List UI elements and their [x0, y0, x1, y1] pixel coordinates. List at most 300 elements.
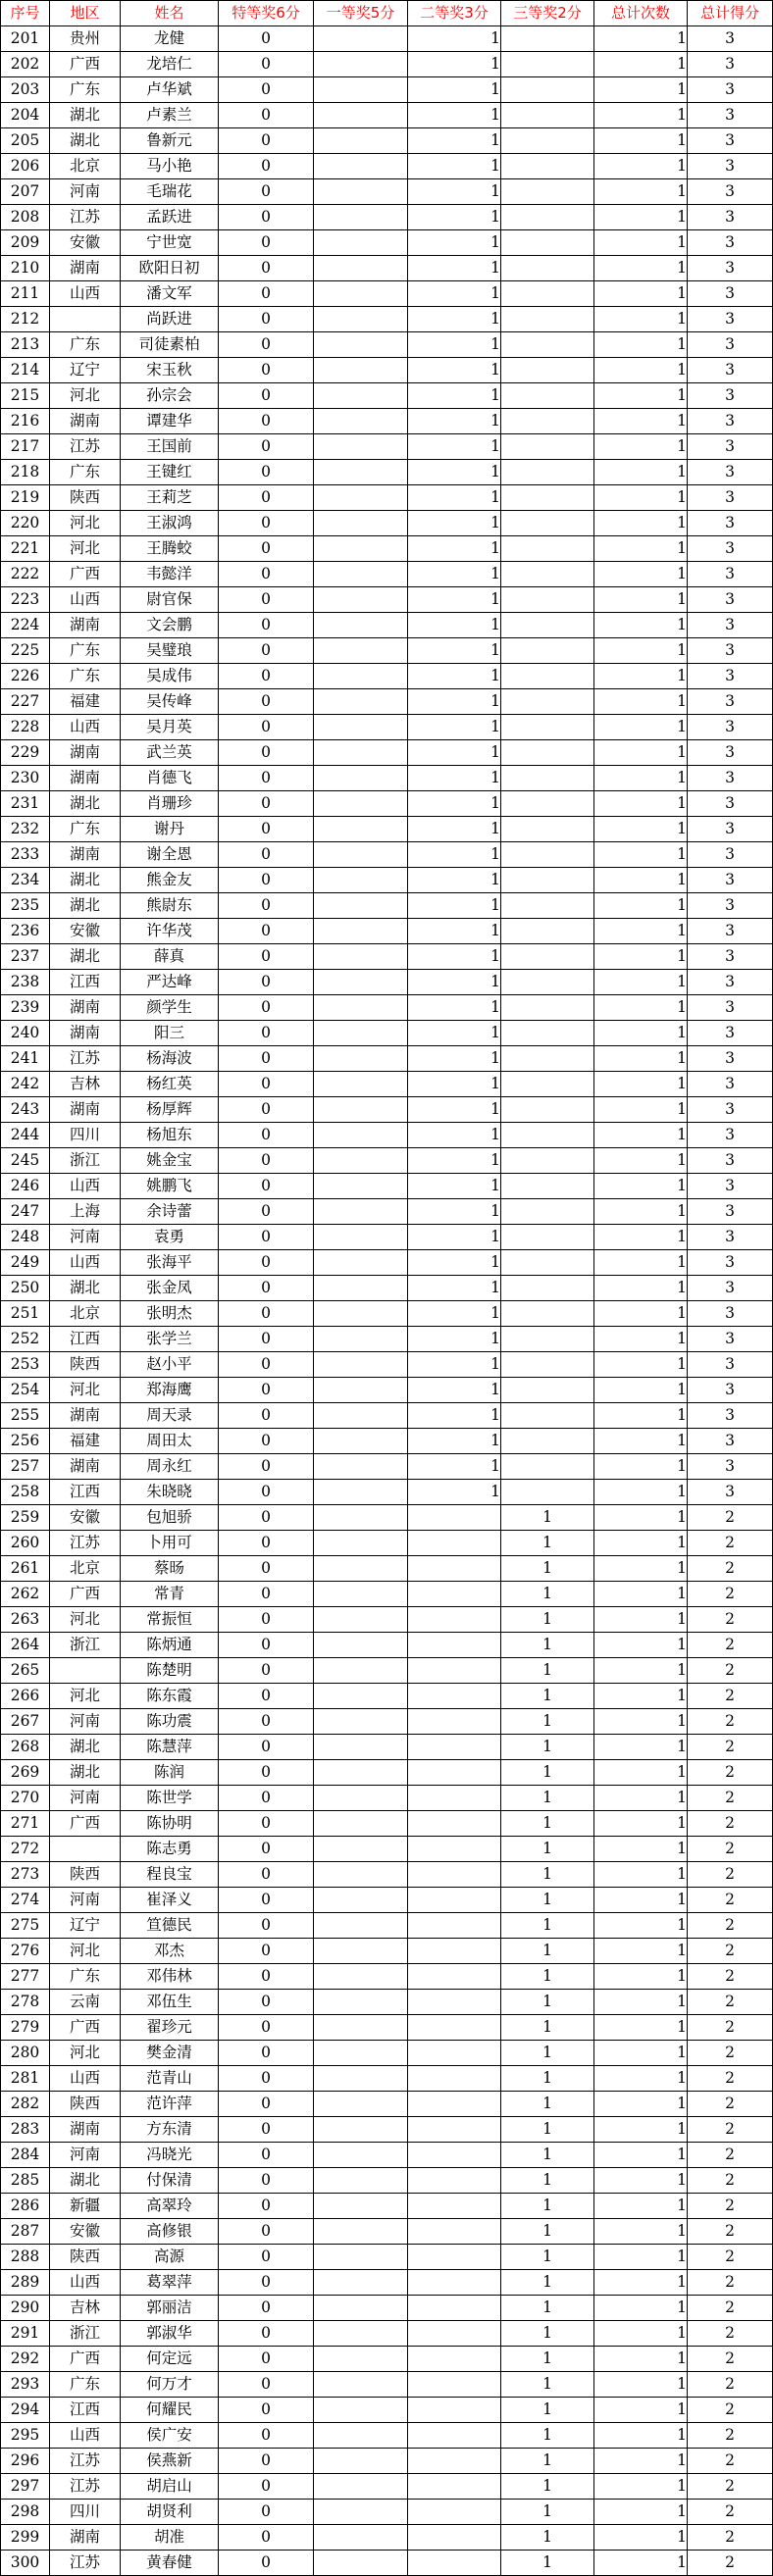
total-count-cell: 1	[594, 664, 688, 689]
seq-cell: 265	[1, 1658, 50, 1684]
second-prize-cell: 1	[408, 562, 501, 587]
second-prize-cell: 1	[408, 842, 501, 868]
second-prize-cell: 1	[408, 1327, 501, 1352]
table-row	[1, 1556, 773, 1582]
second-prize-cell: 1	[408, 1352, 501, 1378]
region-cell: 浙江	[50, 1633, 121, 1658]
total-score-cell: 3	[688, 1403, 773, 1429]
first-prize-cell	[314, 1403, 408, 1429]
region-cell: 云南	[50, 1990, 121, 2015]
second-prize-cell: 1	[408, 766, 501, 791]
region-cell: 山西	[50, 1174, 121, 1199]
region-cell: 陕西	[50, 2245, 121, 2270]
first-prize-cell	[314, 970, 408, 995]
region-cell	[50, 1658, 121, 1684]
name-cell: 邓伍生	[121, 1990, 219, 2015]
special-prize-cell: 0	[219, 26, 314, 52]
special-prize-cell: 0	[219, 1454, 314, 1480]
seq-cell: 203	[1, 77, 50, 103]
second-prize-cell	[408, 2525, 501, 2551]
special-prize-cell: 0	[219, 1480, 314, 1505]
region-cell: 湖南	[50, 1097, 121, 1123]
third-prize-cell: 1	[501, 2041, 594, 2066]
total-count-cell: 1	[594, 1327, 688, 1352]
name-cell: 常振恒	[121, 1607, 219, 1633]
total-count-cell: 1	[594, 154, 688, 179]
region-cell: 辽宁	[50, 358, 121, 383]
seq-cell: 273	[1, 1862, 50, 1888]
table-row	[1, 1531, 773, 1556]
seq-cell: 211	[1, 281, 50, 307]
name-cell: 付保清	[121, 2168, 219, 2194]
total-score-cell: 2	[688, 1990, 773, 2015]
first-prize-cell	[314, 230, 408, 256]
total-count-cell: 1	[594, 842, 688, 868]
total-score-cell: 2	[688, 2372, 773, 2398]
table-row	[1, 1327, 773, 1352]
third-prize-cell	[501, 103, 594, 128]
first-prize-cell	[314, 1837, 408, 1862]
table-row	[1, 52, 773, 77]
seq-cell: 226	[1, 664, 50, 689]
second-prize-cell	[408, 1735, 501, 1760]
seq-cell: 208	[1, 205, 50, 230]
special-prize-cell: 0	[219, 1531, 314, 1556]
total-score-cell: 3	[688, 664, 773, 689]
total-score-cell: 2	[688, 1582, 773, 1607]
total-count-cell: 1	[594, 332, 688, 358]
region-cell: 河北	[50, 383, 121, 409]
total-count-cell: 1	[594, 77, 688, 103]
region-cell: 陕西	[50, 1352, 121, 1378]
region-cell: 广东	[50, 638, 121, 664]
third-prize-cell	[501, 230, 594, 256]
seq-cell: 215	[1, 383, 50, 409]
total-count-cell: 1	[594, 281, 688, 307]
first-prize-cell	[314, 2270, 408, 2296]
total-score-cell: 3	[688, 1225, 773, 1250]
name-cell: 蔡旸	[121, 1556, 219, 1582]
total-count-cell: 1	[594, 307, 688, 332]
second-prize-cell: 1	[408, 511, 501, 536]
name-cell: 程良宝	[121, 1862, 219, 1888]
third-prize-cell: 1	[501, 1964, 594, 1990]
first-prize-cell	[314, 103, 408, 128]
region-cell: 湖北	[50, 1276, 121, 1301]
region-cell: 广东	[50, 817, 121, 842]
second-prize-cell: 1	[408, 1046, 501, 1072]
second-prize-cell: 1	[408, 868, 501, 893]
third-prize-cell	[501, 77, 594, 103]
third-prize-cell: 1	[501, 1658, 594, 1684]
third-prize-cell	[501, 332, 594, 358]
first-prize-cell	[314, 664, 408, 689]
special-prize-cell: 0	[219, 383, 314, 409]
special-prize-cell: 0	[219, 2117, 314, 2143]
total-count-cell: 1	[594, 2194, 688, 2219]
name-cell: 笪德民	[121, 1913, 219, 1939]
name-cell: 王国前	[121, 434, 219, 460]
seq-cell: 298	[1, 2500, 50, 2525]
seq-cell: 207	[1, 179, 50, 205]
region-cell: 湖南	[50, 1454, 121, 1480]
table-row	[1, 562, 773, 587]
table-row	[1, 1148, 773, 1174]
third-prize-cell: 1	[501, 2194, 594, 2219]
special-prize-cell: 0	[219, 1072, 314, 1097]
name-cell: 欧阳日初	[121, 256, 219, 281]
seq-cell: 264	[1, 1633, 50, 1658]
name-cell: 陈炳通	[121, 1633, 219, 1658]
total-score-cell: 3	[688, 154, 773, 179]
first-prize-cell	[314, 1633, 408, 1658]
region-cell: 湖北	[50, 1735, 121, 1760]
second-prize-cell: 1	[408, 613, 501, 638]
total-count-cell: 1	[594, 128, 688, 154]
total-score-cell: 3	[688, 1301, 773, 1327]
third-prize-cell: 1	[501, 2423, 594, 2449]
first-prize-cell	[314, 1811, 408, 1837]
total-score-cell: 3	[688, 358, 773, 383]
name-cell: 胡贤利	[121, 2500, 219, 2525]
third-prize-cell: 1	[501, 2296, 594, 2321]
region-cell: 湖南	[50, 256, 121, 281]
name-cell: 冯晓光	[121, 2143, 219, 2168]
name-cell: 何万才	[121, 2372, 219, 2398]
table-row	[1, 689, 773, 715]
name-cell: 陈楚明	[121, 1658, 219, 1684]
region-cell: 广东	[50, 2372, 121, 2398]
total-score-cell: 2	[688, 2219, 773, 2245]
third-prize-cell	[501, 1072, 594, 1097]
first-prize-cell	[314, 1301, 408, 1327]
region-cell: 浙江	[50, 1148, 121, 1174]
second-prize-cell	[408, 1658, 501, 1684]
seq-cell: 228	[1, 715, 50, 740]
region-cell: 山西	[50, 587, 121, 613]
special-prize-cell: 0	[219, 1633, 314, 1658]
seq-cell: 291	[1, 2321, 50, 2347]
header-second-prize: 二等奖3分	[408, 1, 501, 26]
total-score-cell: 2	[688, 1939, 773, 1964]
table-row	[1, 103, 773, 128]
special-prize-cell: 0	[219, 2551, 314, 2576]
special-prize-cell: 0	[219, 2270, 314, 2296]
seq-cell: 266	[1, 1684, 50, 1709]
special-prize-cell: 0	[219, 1735, 314, 1760]
total-score-cell: 3	[688, 1250, 773, 1276]
third-prize-cell: 1	[501, 2449, 594, 2474]
total-score-cell: 3	[688, 970, 773, 995]
total-score-cell: 3	[688, 1123, 773, 1148]
second-prize-cell: 1	[408, 358, 501, 383]
name-cell: 谭建华	[121, 409, 219, 434]
first-prize-cell	[314, 2066, 408, 2092]
first-prize-cell	[314, 179, 408, 205]
second-prize-cell: 1	[408, 791, 501, 817]
seq-cell: 212	[1, 307, 50, 332]
third-prize-cell: 1	[501, 1990, 594, 2015]
seq-cell: 259	[1, 1505, 50, 1531]
first-prize-cell	[314, 2347, 408, 2372]
region-cell: 江苏	[50, 2474, 121, 2500]
total-score-cell: 3	[688, 128, 773, 154]
third-prize-cell	[501, 1454, 594, 1480]
total-score-cell: 2	[688, 1709, 773, 1735]
special-prize-cell: 0	[219, 1123, 314, 1148]
name-cell: 姚金宝	[121, 1148, 219, 1174]
special-prize-cell: 0	[219, 307, 314, 332]
total-score-cell: 3	[688, 485, 773, 511]
first-prize-cell	[314, 1862, 408, 1888]
second-prize-cell: 1	[408, 383, 501, 409]
region-cell: 江西	[50, 1480, 121, 1505]
special-prize-cell: 0	[219, 511, 314, 536]
second-prize-cell	[408, 2474, 501, 2500]
name-cell: 周田太	[121, 1429, 219, 1454]
table-row	[1, 205, 773, 230]
region-cell: 湖北	[50, 868, 121, 893]
region-cell: 湖南	[50, 740, 121, 766]
seq-cell: 216	[1, 409, 50, 434]
seq-cell: 274	[1, 1888, 50, 1913]
total-count-cell: 1	[594, 817, 688, 842]
name-cell: 吴成伟	[121, 664, 219, 689]
special-prize-cell: 0	[219, 460, 314, 485]
first-prize-cell	[314, 1021, 408, 1046]
second-prize-cell: 1	[408, 638, 501, 664]
table-row	[1, 1174, 773, 1199]
region-cell: 河北	[50, 511, 121, 536]
total-score-cell: 2	[688, 2092, 773, 2117]
special-prize-cell: 0	[219, 664, 314, 689]
second-prize-cell	[408, 1684, 501, 1709]
total-score-cell: 3	[688, 1352, 773, 1378]
region-cell: 北京	[50, 154, 121, 179]
special-prize-cell: 0	[219, 103, 314, 128]
special-prize-cell: 0	[219, 2372, 314, 2398]
second-prize-cell: 1	[408, 817, 501, 842]
seq-cell: 233	[1, 842, 50, 868]
table-row	[1, 613, 773, 638]
special-prize-cell: 0	[219, 1327, 314, 1352]
special-prize-cell: 0	[219, 52, 314, 77]
third-prize-cell: 1	[501, 1735, 594, 1760]
first-prize-cell	[314, 128, 408, 154]
seq-cell: 227	[1, 689, 50, 715]
seq-cell: 231	[1, 791, 50, 817]
third-prize-cell: 1	[501, 2143, 594, 2168]
region-cell: 陕西	[50, 2092, 121, 2117]
second-prize-cell	[408, 1556, 501, 1582]
second-prize-cell: 1	[408, 893, 501, 919]
table-row	[1, 2525, 773, 2551]
total-count-cell: 1	[594, 2347, 688, 2372]
table-row	[1, 1582, 773, 1607]
first-prize-cell	[314, 77, 408, 103]
region-cell: 广西	[50, 1582, 121, 1607]
region-cell: 河南	[50, 179, 121, 205]
table-row	[1, 2398, 773, 2423]
special-prize-cell: 0	[219, 1046, 314, 1072]
name-cell: 武兰英	[121, 740, 219, 766]
region-cell: 安徽	[50, 919, 121, 944]
total-count-cell: 1	[594, 2525, 688, 2551]
first-prize-cell	[314, 485, 408, 511]
first-prize-cell	[314, 766, 408, 791]
second-prize-cell: 1	[408, 205, 501, 230]
total-score-cell: 2	[688, 1556, 773, 1582]
seq-cell: 255	[1, 1403, 50, 1429]
second-prize-cell	[408, 2219, 501, 2245]
special-prize-cell: 0	[219, 2066, 314, 2092]
total-score-cell: 3	[688, 715, 773, 740]
total-count-cell: 1	[594, 2270, 688, 2296]
total-count-cell: 1	[594, 1811, 688, 1837]
total-count-cell: 1	[594, 2449, 688, 2474]
name-cell: 翟珍元	[121, 2015, 219, 2041]
total-count-cell: 1	[594, 2321, 688, 2347]
total-count-cell: 1	[594, 1760, 688, 1786]
special-prize-cell: 0	[219, 1888, 314, 1913]
first-prize-cell	[314, 1327, 408, 1352]
total-score-cell: 3	[688, 562, 773, 587]
seq-cell: 253	[1, 1352, 50, 1378]
total-count-cell: 1	[594, 715, 688, 740]
table-row	[1, 944, 773, 970]
seq-cell: 287	[1, 2219, 50, 2245]
name-cell: 陈志勇	[121, 1837, 219, 1862]
special-prize-cell: 0	[219, 2398, 314, 2423]
total-count-cell: 1	[594, 2168, 688, 2194]
table-row	[1, 230, 773, 256]
second-prize-cell: 1	[408, 1123, 501, 1148]
table-row	[1, 2270, 773, 2296]
seq-cell: 278	[1, 1990, 50, 2015]
third-prize-cell: 1	[501, 1505, 594, 1531]
seq-cell: 239	[1, 995, 50, 1021]
region-cell: 湖南	[50, 995, 121, 1021]
first-prize-cell	[314, 2092, 408, 2117]
table-row	[1, 1403, 773, 1429]
total-score-cell: 3	[688, 1480, 773, 1505]
third-prize-cell	[501, 205, 594, 230]
seq-cell: 271	[1, 1811, 50, 1837]
special-prize-cell: 0	[219, 2168, 314, 2194]
second-prize-cell	[408, 2321, 501, 2347]
total-count-cell: 1	[594, 868, 688, 893]
table-row	[1, 128, 773, 154]
first-prize-cell	[314, 1046, 408, 1072]
table-row	[1, 1735, 773, 1760]
total-score-cell: 3	[688, 638, 773, 664]
special-prize-cell: 0	[219, 562, 314, 587]
first-prize-cell	[314, 944, 408, 970]
region-cell: 福建	[50, 1429, 121, 1454]
third-prize-cell: 1	[501, 2219, 594, 2245]
table-row	[1, 1633, 773, 1658]
third-prize-cell: 1	[501, 1684, 594, 1709]
special-prize-cell: 0	[219, 2500, 314, 2525]
table-row	[1, 1429, 773, 1454]
total-score-cell: 2	[688, 1505, 773, 1531]
seq-cell: 296	[1, 2449, 50, 2474]
second-prize-cell: 1	[408, 1429, 501, 1454]
total-score-cell: 3	[688, 230, 773, 256]
special-prize-cell: 0	[219, 2143, 314, 2168]
third-prize-cell: 1	[501, 2525, 594, 2551]
special-prize-cell: 0	[219, 995, 314, 1021]
total-count-cell: 1	[594, 1072, 688, 1097]
name-cell: 黄春健	[121, 2551, 219, 2576]
name-cell: 王腾蛟	[121, 536, 219, 562]
third-prize-cell: 1	[501, 1633, 594, 1658]
total-score-cell: 2	[688, 2474, 773, 2500]
name-cell: 潘文军	[121, 281, 219, 307]
first-prize-cell	[314, 1199, 408, 1225]
special-prize-cell: 0	[219, 2092, 314, 2117]
seq-cell: 223	[1, 587, 50, 613]
second-prize-cell: 1	[408, 1174, 501, 1199]
total-score-cell: 3	[688, 205, 773, 230]
name-cell: 陈润	[121, 1760, 219, 1786]
third-prize-cell	[501, 1199, 594, 1225]
total-score-cell: 3	[688, 1327, 773, 1352]
table-row	[1, 26, 773, 52]
special-prize-cell: 0	[219, 2296, 314, 2321]
table-row	[1, 1378, 773, 1403]
first-prize-cell	[314, 1429, 408, 1454]
table-row	[1, 1199, 773, 1225]
total-count-cell: 1	[594, 1964, 688, 1990]
total-score-cell: 2	[688, 1811, 773, 1837]
region-cell: 山西	[50, 281, 121, 307]
second-prize-cell: 1	[408, 664, 501, 689]
region-cell	[50, 1837, 121, 1862]
third-prize-cell: 1	[501, 2066, 594, 2092]
region-cell: 广东	[50, 1964, 121, 1990]
name-cell: 熊金友	[121, 868, 219, 893]
second-prize-cell	[408, 2500, 501, 2525]
name-cell: 熊尉东	[121, 893, 219, 919]
total-score-cell: 3	[688, 307, 773, 332]
region-cell: 湖北	[50, 2168, 121, 2194]
total-count-cell: 1	[594, 179, 688, 205]
region-cell: 四川	[50, 2500, 121, 2525]
first-prize-cell	[314, 868, 408, 893]
region-cell: 湖南	[50, 613, 121, 638]
special-prize-cell: 0	[219, 1862, 314, 1888]
third-prize-cell: 1	[501, 2372, 594, 2398]
third-prize-cell	[501, 1123, 594, 1148]
total-score-cell: 2	[688, 2525, 773, 2551]
third-prize-cell: 1	[501, 2270, 594, 2296]
second-prize-cell	[408, 2015, 501, 2041]
seq-cell: 206	[1, 154, 50, 179]
header-third-prize: 三等奖2分	[501, 1, 594, 26]
name-cell: 龙健	[121, 26, 219, 52]
region-cell: 湖南	[50, 2525, 121, 2551]
total-count-cell: 1	[594, 1582, 688, 1607]
seq-cell: 243	[1, 1097, 50, 1123]
third-prize-cell	[501, 1301, 594, 1327]
name-cell: 崔泽义	[121, 1888, 219, 1913]
seq-cell: 290	[1, 2296, 50, 2321]
region-cell: 广西	[50, 562, 121, 587]
seq-cell: 280	[1, 2041, 50, 2066]
first-prize-cell	[314, 358, 408, 383]
total-score-cell: 2	[688, 1760, 773, 1786]
